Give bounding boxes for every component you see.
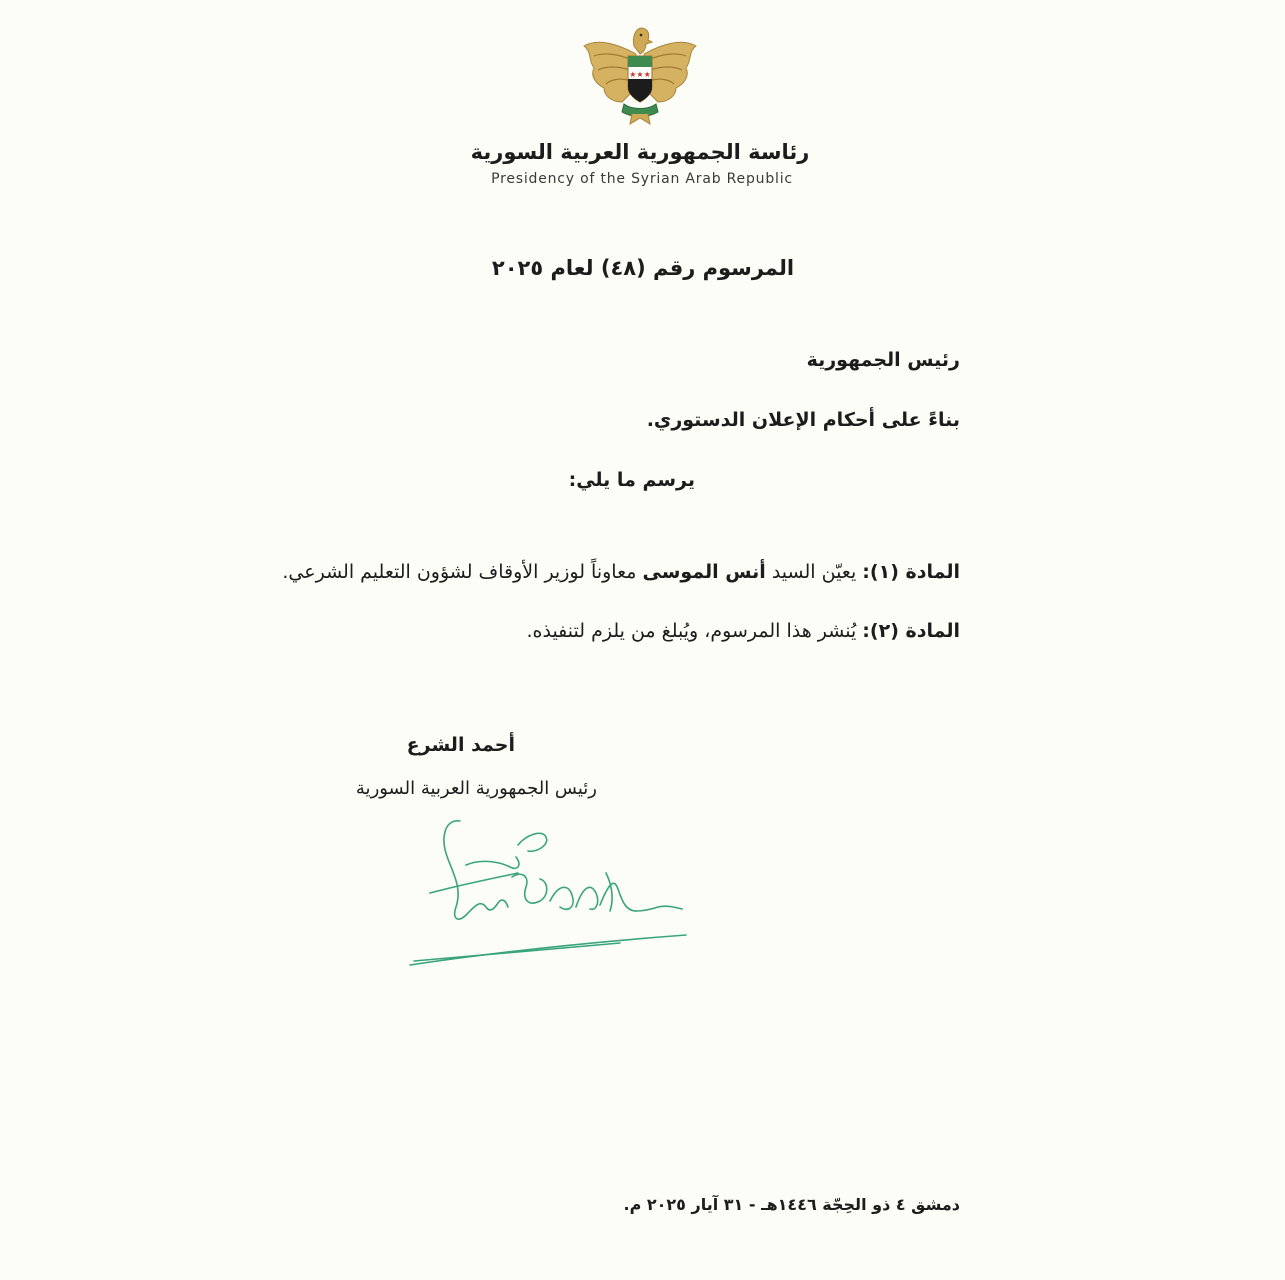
handwritten-signature bbox=[400, 815, 700, 980]
article-1-text-after: معاوناً لوزير الأوقاف لشؤون التعليم الشرعي. bbox=[282, 561, 643, 583]
article-1-label: المادة (١): bbox=[862, 561, 960, 583]
article-1 bbox=[282, 561, 960, 583]
president-line: رئيس الجمهورية bbox=[806, 349, 960, 371]
article-2-label: المادة (٢): bbox=[862, 620, 960, 642]
based-on-line: بناءً على أحكام الإعلان الدستوري. bbox=[646, 409, 960, 431]
decrees-line: يرسم ما يلي: bbox=[568, 469, 695, 491]
article-2 bbox=[526, 620, 960, 642]
svg-text:★★★: ★★★ bbox=[629, 70, 651, 79]
signer-title: رئيس الجمهورية العربية السورية bbox=[355, 778, 597, 799]
article-1-appointee-name: أنس الموسى bbox=[642, 561, 766, 583]
signer-name: أحمد الشرع bbox=[406, 734, 515, 756]
decree-title: المرسوم رقم (٤٨) لعام ٢٠٢٥ bbox=[491, 256, 795, 280]
organization-name-arabic: رئاسة الجمهورية العربية السورية bbox=[470, 140, 810, 164]
syrian-eagle-emblem-icon bbox=[578, 24, 702, 128]
article-2-text: يُنشر هذا المرسوم، ويُبلغ من يلزم لتنفيذه. bbox=[526, 620, 863, 642]
article-1-text-before: يعيّن السيد bbox=[765, 561, 863, 583]
organization-name-english: Presidency of the Syrian Arab Republic bbox=[491, 171, 793, 187]
date-line: دمشق ٤ ذو الحِجّة ١٤٤٦هـ - ٣١ آيار ٢٠٢٥ م. bbox=[623, 1195, 960, 1214]
